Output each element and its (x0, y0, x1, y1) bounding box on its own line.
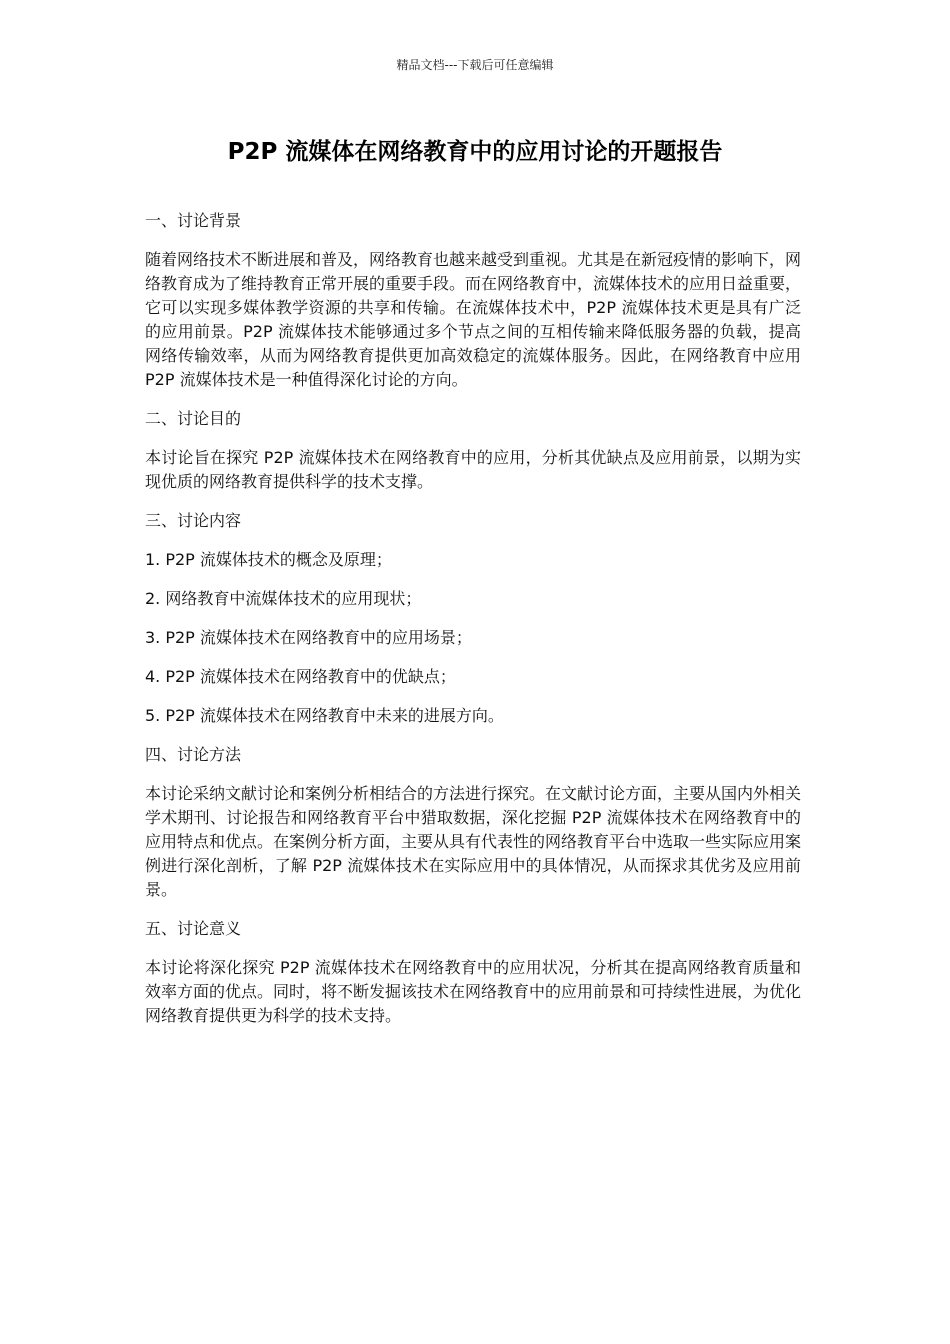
paragraph-purpose: 本讨论旨在探究 P2P 流媒体技术在网络教育中的应用，分析其优缺点及应用前景，以期为实现优质的网络教育提供科学的技术支撑。 (145, 448, 801, 491)
section-heading-background: 一、讨论背景 (145, 211, 242, 230)
content-list-item-3: 3. P2P 流媒体技术在网络教育中的应用场景； (145, 628, 472, 647)
document-title: P2P 流媒体在网络教育中的应用讨论的开题报告 (227, 139, 723, 165)
section-heading-significance: 五、讨论意义 (145, 919, 242, 938)
content-list-item-2: 2. 网络教育中流媒体技术的应用现状； (145, 589, 422, 608)
content-list-item-1: 1. P2P 流媒体技术的概念及原理； (145, 550, 392, 569)
header-note: 精品文档---下载后可任意编辑 (396, 58, 554, 72)
paragraph-method: 本讨论采纳文献讨论和案例分析相结合的方法进行探究。在文献讨论方面，主要从国内外相关学术期刊、讨论报告和网络教育平台中猎取数据，深化挖掘 P2P 流媒体技术在网络教育中的应用特点和优点。在案例分析方面，主要从具有代表性的网络教育平台中选取一些实际应用案例进行深化剖析，了解 P2P 流媒体技术在实际应用中的具体情况，从而探求其优劣及应用前景。 (145, 784, 802, 899)
paragraph-significance: 本讨论将深化探究 P2P 流媒体技术在网络教育中的应用状况，分析其在提高网络教育质量和效率方面的优点。同时，将不断发掘该技术在网络教育中的应用前景和可持续性进展，为优化网络教育提供更为科学的技术支持。 (145, 958, 802, 1025)
content-list-item-4: 4. P2P 流媒体技术在网络教育中的优缺点； (145, 667, 456, 686)
document-body (145, 209, 801, 1043)
section-heading-content: 三、讨论内容 (145, 511, 242, 530)
section-heading-purpose: 二、讨论目的 (145, 409, 242, 428)
section-heading-method: 四、讨论方法 (145, 745, 242, 764)
paragraph-background: 随着网络技术不断进展和普及，网络教育也越来越受到重视。尤其是在新冠疫情的影响下，网络教育成为了维持教育正常开展的重要手段。而在网络教育中，流媒体技术的应用日益重要，它可以实现多媒体教学资源的共享和传输。在流媒体技术中，P2P 流媒体技术更是具有广泛的应用前景。P2P 流媒体技术能够通过多个节点之间的互相传输来降低服务器的负载，提高网络传输效率，从而为网络教育提供更加高效稳定的流媒体服务。因此，在网络教育中应用 P2P 流媒体技术是一种值得深化讨论的方向。 (145, 250, 802, 389)
content-list-item-5: 5. P2P 流媒体技术在网络教育中未来的进展方向。 (145, 706, 504, 725)
